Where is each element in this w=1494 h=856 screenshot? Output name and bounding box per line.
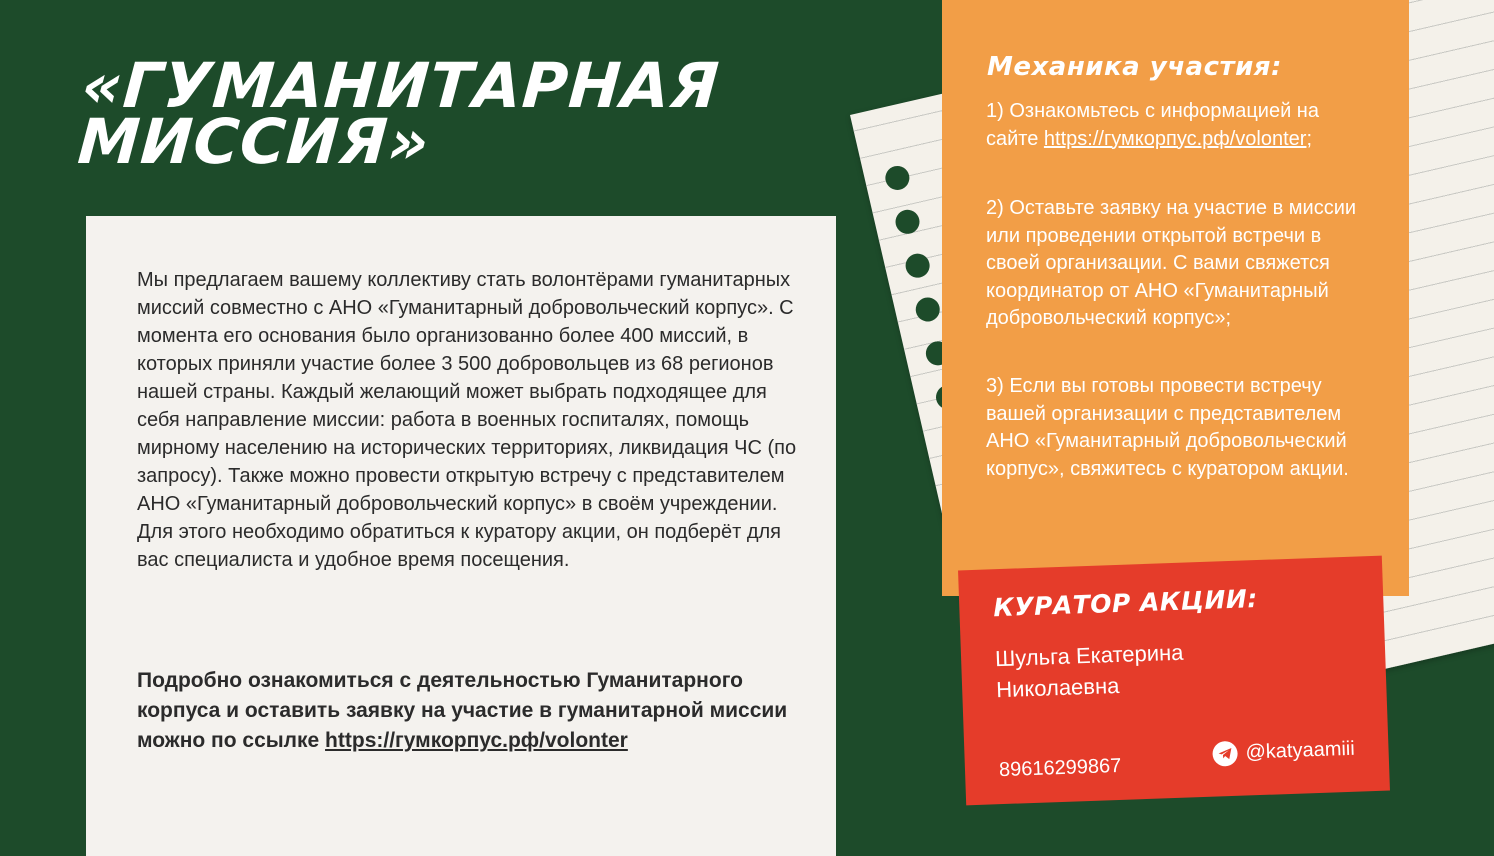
title-line-2: МИССИЯ» [75, 105, 433, 178]
paper-hole [913, 295, 942, 324]
mechanics-step-3: 3) Если вы готовы провести встречу вашей организации с представителем АНО «Гуманитарный добровольческий корпус», свяжитесь с куратором акции. [986, 375, 1349, 480]
curator-phone[interactable]: 89616299867 [998, 754, 1122, 782]
description-text: Мы предлагаем вашему коллективу стать волонтёрами гуманитарных миссий совместно с АНО «Гуманитарный добровольческий корпус». С момента его основания было организованно более 400 миссий, в которых приняли участие более 3 500 добровольцев из 68 регионов нашей страны. Каждый желающий может выбрать подходящее для себя направление миссии: работа в военных госпиталях, помощь мирному населению на исторических территориях, ликвидация ЧС (по запросу). Также можно провести открытую встречу с представителем АНО «Гуманитарный добровольческий корпус» в своём учреждении. Для этого необходимо обратиться к куратору акции, он подберёт для вас специалиста и удобное время посещения. [137, 269, 797, 571]
curator-telegram[interactable] [1212, 737, 1355, 767]
page-title [75, 49, 722, 178]
title-line-1: «ГУМАНИТАРНАЯ [79, 49, 722, 122]
curator-name [995, 637, 1185, 706]
mechanics-step-1-text: 1) Ознакомьтесь с информацией на сайте [986, 100, 1319, 150]
mechanics-site-link[interactable]: https://гумкорпус.рф/volonter [1043, 127, 1307, 150]
curator-name-line-2: Николаевна [995, 672, 1120, 703]
mechanics-step-1-end: ; [1306, 127, 1313, 150]
telegram-icon [1212, 741, 1238, 767]
mechanics-panel [942, 0, 1409, 596]
curator-name-line-1: Шульга Екатерина [994, 639, 1184, 672]
mechanics-heading: Механика участия: [987, 52, 1282, 82]
curator-card [958, 556, 1390, 806]
paper-hole [883, 164, 912, 193]
call-to-action-text: Подробно ознакомиться с деятельностью Гуманитарного корпуса и оставить заявку на участие в гуманитарной миссии можно по ссылке [137, 669, 788, 752]
mechanics-step-2: 2) Оставьте заявку на участие в миссии или проведении открытой встречи в своей организации. С вами свяжется координатор от АНО «Гуманитарный добровольческий корпус»; [986, 197, 1357, 329]
mechanics-step-1 [986, 98, 1326, 153]
paper-hole [893, 207, 922, 236]
curator-telegram-handle: @katyaamiii [1245, 737, 1356, 764]
curator-heading: КУРАТОР АКЦИИ: [992, 584, 1259, 623]
call-to-action [137, 666, 797, 756]
volunteer-link[interactable]: https://гумкорпус.рф/volonter [325, 729, 628, 752]
description-card [86, 216, 836, 856]
paper-hole [903, 251, 932, 280]
